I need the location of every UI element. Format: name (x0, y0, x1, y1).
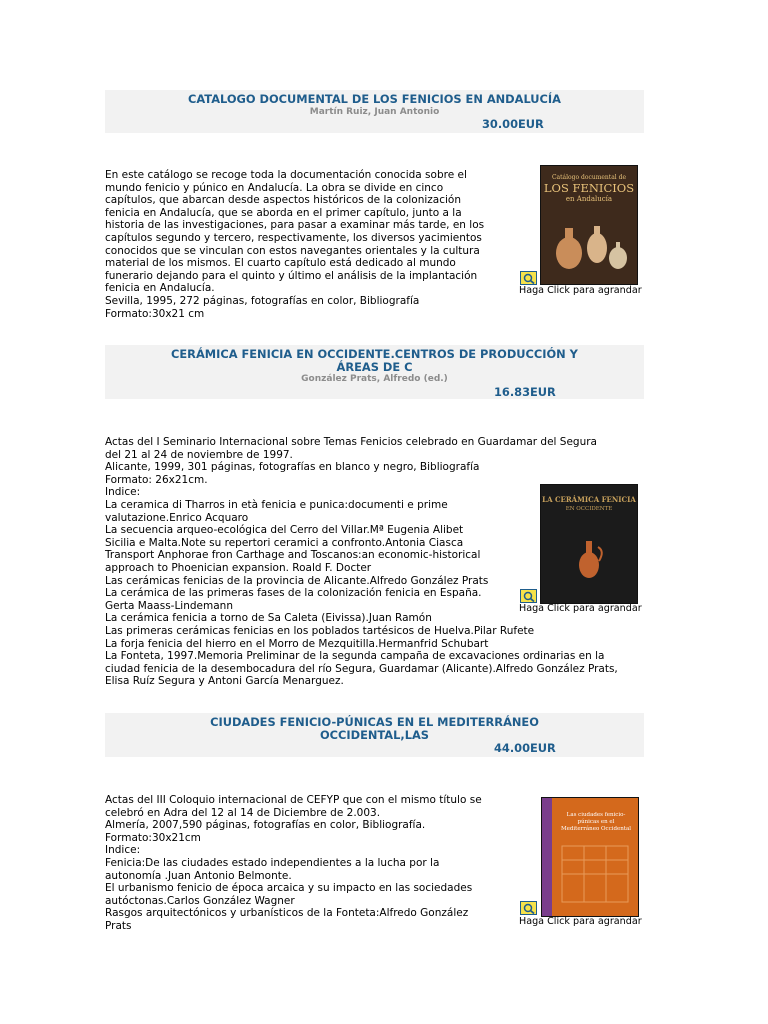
description-line: Prats (105, 919, 132, 932)
map-pattern (542, 798, 638, 916)
description-line: Fenicia:De las ciudades estado independientes a la lucha por la (105, 856, 440, 869)
cover-top-text: LA CERÁMICA FENICIA (542, 495, 636, 504)
description-line: historia de las investigaciones, para pasar a examinar más tarde, en los (105, 219, 485, 232)
book-cover-image-1[interactable] (540, 165, 638, 285)
book-title: CERÁMICA FENICIA EN OCCIDENTE.CENTROS DE PRODUCCIÓN Y (171, 347, 578, 361)
description-line: material de los mismos. El cuarto capítulo está dedicado al mundo (105, 257, 456, 270)
description-line: autonomía .Juan Antonio Belmonte. (105, 869, 292, 882)
book-price: 30.00EUR (482, 117, 544, 131)
cover-main-text: LOS FENICIOS (543, 181, 635, 195)
zoom-button-1[interactable] (520, 271, 537, 285)
description-line: Las cerámicas fenicias de la provincia de Alicante.Alfredo González Prats (105, 574, 489, 587)
zoom-button-2[interactable] (520, 589, 537, 603)
description-line: autóctonas.Carlos González Wagner (105, 894, 295, 907)
description-line: approach to Phoenician expansion. Roald F. Docter (105, 561, 372, 574)
book-title: ÁREAS DE C (336, 360, 413, 374)
description-line: del 21 al 24 de noviembre de 1997. (105, 448, 293, 461)
magnifier-icon (523, 591, 535, 602)
description-line: Gerta Maass-Lindemann (105, 599, 233, 612)
description-line: Las primeras cerámicas fenicias en los poblados tartésicos de Huelva.Pilar Rufete (105, 624, 535, 637)
description-line: En este catálogo se recoge toda la documentación conocida sobre el (105, 169, 467, 181)
description-line: fenicia en Andalucía, que se aborda en el primer capítulo, junto a la (105, 206, 462, 219)
description-line: La forja fenicia del hierro en el Morro de Mezquitilla.Hermanfrid Schubart (105, 637, 489, 650)
description-line: ciudad fenicia de la desembocadura del río Segura, Guardamar (Alicante).Alfredo González Prats, (105, 662, 618, 675)
description-line: fenicia en Andalucía. (105, 282, 215, 295)
zoom-caption-1[interactable]: Haga Click para agrandar (519, 285, 642, 296)
book-header-2 (105, 345, 644, 399)
description-line: El urbanismo fenicio de época arcaica y su impacto en las sociedades (105, 882, 473, 895)
description-line: Formato: 26x21cm. (105, 473, 208, 486)
description-line: conocidos que se vinculan con estos navegantes orientales y la cultura (105, 244, 480, 257)
zoom-caption-3[interactable]: Haga Click para agrandar (519, 916, 642, 927)
description-line: Actas del I Seminario Internacional sobre Temas Fenicios celebrado en Guardamar del Segura (105, 436, 597, 448)
description-line: La secuencia arqueo-ecológica del Cerro del Villar.Mª Eugenia Alibet (105, 524, 464, 537)
zoom-caption-2[interactable]: Haga Click para agrandar (519, 603, 642, 614)
description-line: La Fonteta, 1997.Memoria Preliminar de la segunda campaña de excavaciones ordinarias en la (105, 650, 605, 663)
book-price: 44.00EUR (494, 741, 556, 755)
book-title: CIUDADES FENICIO-PÚNICAS EN EL MEDITERRÁNEO (210, 715, 539, 729)
jug-illustration (541, 485, 637, 603)
description-line: Formato:30x21cm (105, 831, 201, 844)
description-line: capítulos segundo y tercero, respectivamente, los diversos yacimientos (105, 231, 482, 244)
book-title: OCCIDENTAL,LAS (320, 728, 429, 742)
description-line: La ceramica di Tharros in età fenicia e punica:documenti e prime (105, 498, 448, 511)
description-line: Sevilla, 1995, 272 páginas, fotografías en color, Bibliografía (105, 294, 420, 307)
description-line: Actas del III Coloquio internacional de CEFYP que con el mismo título se (105, 794, 482, 806)
description-line: Formato:30x21 cm (105, 307, 205, 320)
description-line: capítulos, que abarcan desde aspectos históricos de la colonización (105, 194, 461, 207)
description-line: Rasgos arquitectónicos y urbanísticos de la Fonteta:Alfredo González (105, 907, 469, 920)
zoom-button-3[interactable] (520, 901, 537, 915)
description-line: La cerámica de las primeras fases de la colonización fenicia en España. (105, 587, 482, 600)
book-cover-image-3[interactable] (541, 797, 639, 917)
cover-sub-text: EN OCCIDENTE (565, 506, 613, 512)
description-line: celebró en Adra del 12 al 14 de Diciembre de 2.003. (105, 806, 381, 819)
book-title: CATALOGO DOCUMENTAL DE LOS FENICIOS EN ANDALUCÍA (188, 92, 561, 106)
description-line: La cerámica fenicia a torno de Sa Caleta (Eivissa).Juan Ramón (105, 612, 432, 625)
book-cover-image-2[interactable] (540, 484, 638, 604)
description-line: Indice: (105, 486, 141, 499)
cover-top-text: Catálogo documental de (551, 174, 627, 181)
book-description-3 (105, 794, 482, 933)
description-line: Indice: (105, 844, 141, 857)
description-line: mundo fenicio y púnico en Andalucía. La obra se divide en cinco (105, 181, 444, 194)
amphora-illustration (541, 166, 637, 284)
description-line: Elisa Ruíz Segura y Antoni García Menarguez. (105, 675, 344, 688)
cover-main-text: Las ciudades fenicio-púnicas en el Mediterráneo Occidental (560, 812, 632, 832)
book-header-1 (105, 90, 644, 133)
description-line: Alicante, 1999, 301 páginas, fotografías en blanco y negro, Bibliografía (105, 461, 480, 474)
description-line: funerario dejando para el quinto y último el análisis de la implantación (105, 269, 478, 282)
description-line: valutazione.Enrico Acquaro (105, 511, 249, 524)
book-header-3 (105, 713, 644, 757)
magnifier-icon (523, 273, 535, 284)
book-author: Martín Ruiz, Juan Antonio (309, 107, 440, 117)
book-description-1 (105, 169, 484, 320)
description-line: Transport Anphorae fron Carthage and Toscanos:an economic-historical (105, 549, 481, 562)
description-line: Sicilia e Malta.Note su repertori ceramici a confronto.Antonia Ciasca (105, 536, 464, 549)
description-line: Almería, 2007,590 páginas, fotografías en color, Bibliografía. (105, 819, 426, 832)
book-author: González Prats, Alfredo (ed.) (301, 374, 448, 384)
book-price: 16.83EUR (494, 385, 556, 399)
cover-sub-text: en Andalucía (565, 195, 613, 203)
magnifier-icon (523, 903, 535, 914)
